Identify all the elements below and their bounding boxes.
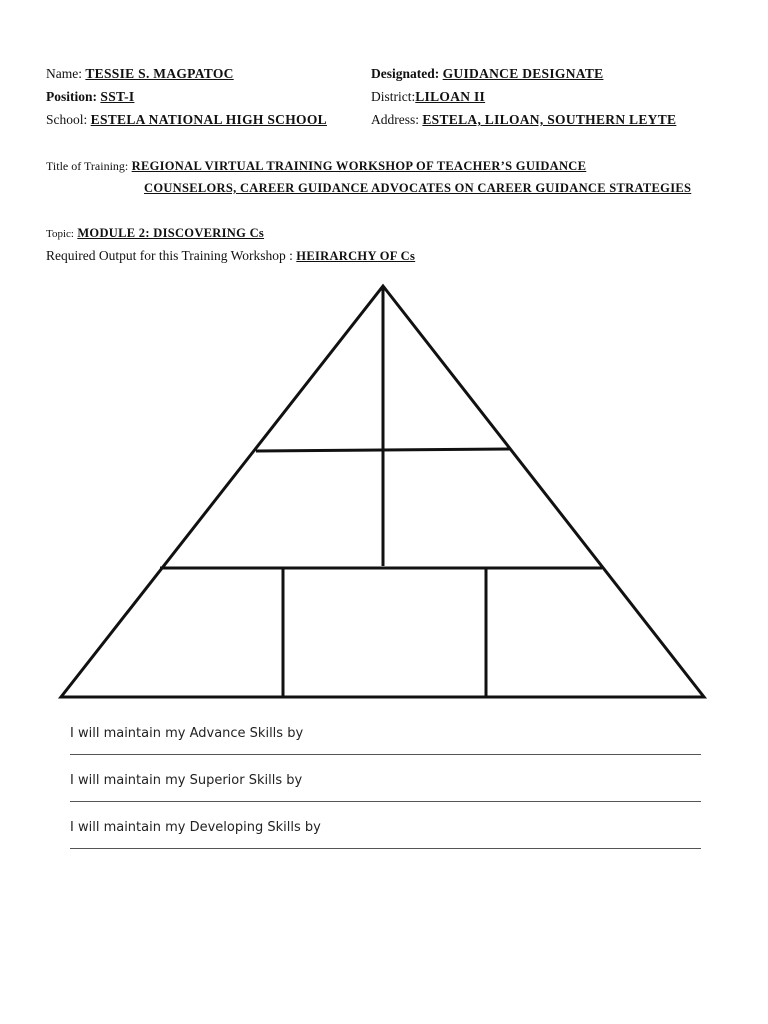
required-output-label: Required Output for this Training Workshop : <box>46 248 293 263</box>
district-value: LILOAN II <box>415 89 486 104</box>
position-value: SST-I <box>100 89 135 104</box>
designated-value: GUIDANCE DESIGNATE <box>442 66 604 81</box>
training-title-line2: COUNSELORS, CAREER GUIDANCE ADVOCATES ON CAREER GUIDANCE STRATEGIES <box>144 181 692 195</box>
address-label: Address: <box>371 112 419 127</box>
advance-skills-answer-line[interactable] <box>70 754 701 755</box>
developing-skills-answer-line[interactable] <box>70 848 701 849</box>
superior-skills-answer-line[interactable] <box>70 801 701 802</box>
training-title-line1: REGIONAL VIRTUAL TRAINING WORKSHOP OF TEACHER’S GUIDANCE <box>131 159 587 173</box>
school-value: ESTELA NATIONAL HIGH SCHOOL <box>90 112 327 127</box>
superior-skills-statement: I will maintain my Superior Skills by <box>70 773 303 788</box>
address-value: ESTELA, LILOAN, SOUTHERN LEYTE <box>422 112 677 127</box>
training-title-label: Title of Training: <box>46 159 129 173</box>
school-label: School: <box>46 112 88 127</box>
pyramid-level-line-upper <box>256 449 510 451</box>
advance-skills-statement: I will maintain my Advance Skills by <box>70 726 304 741</box>
name-value: TESSIE S. MAGPATOC <box>85 66 234 81</box>
topic-value: MODULE 2: DISCOVERING Cs <box>77 226 265 240</box>
topic-label: Topic: <box>46 228 74 240</box>
position-label: Position: <box>46 89 98 104</box>
district-label: District: <box>371 89 416 104</box>
developing-skills-statement: I will maintain my Developing Skills by <box>70 820 321 835</box>
designated-label: Designated: <box>371 66 440 81</box>
name-label: Name: <box>46 66 82 81</box>
required-output-value: HEIRARCHY OF Cs <box>296 249 416 263</box>
